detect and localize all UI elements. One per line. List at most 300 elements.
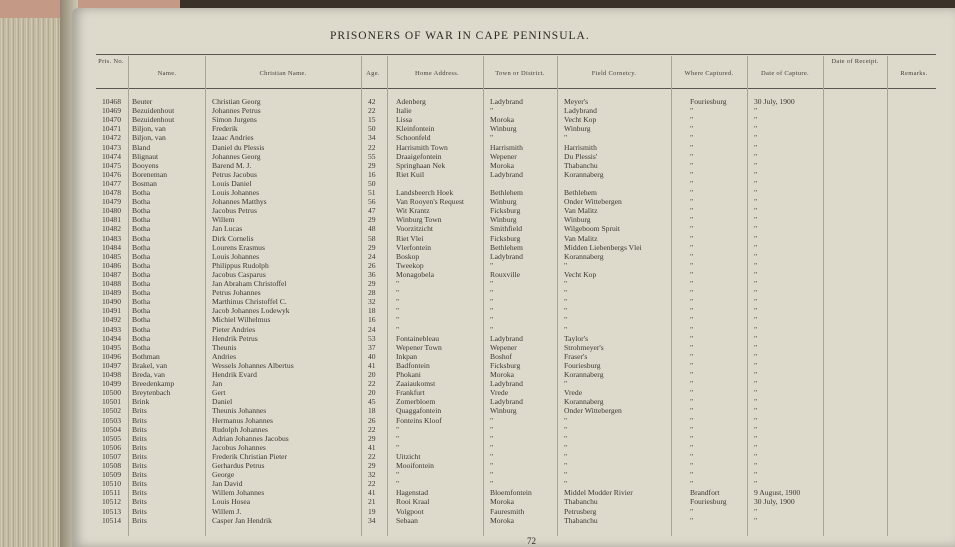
cell-home-address: " — [396, 433, 400, 443]
table-row — [0, 297, 955, 306]
cell-field-cornetcy: Wilgeboom Spruit — [564, 224, 621, 234]
cell-age: 26 — [368, 260, 376, 270]
cell-town-district: " — [490, 260, 494, 270]
cell-name: Botha — [132, 269, 151, 279]
cell-home-address: Fontainebleau — [396, 333, 440, 343]
cell-prisoner-no: 10474 — [102, 151, 121, 161]
cell-date-capture: 30 July, 1900 — [754, 97, 795, 106]
cell-town-district: Winburg — [490, 406, 517, 416]
cell-age: 29 — [368, 160, 376, 170]
cell-name: Brits — [132, 461, 147, 470]
cell-where-captured: " — [690, 142, 694, 152]
table-row — [0, 224, 955, 233]
cell-town-district: " — [490, 306, 494, 316]
cell-where-captured: " — [690, 306, 694, 316]
cell-field-cornetcy: " — [564, 288, 568, 298]
cell-date-capture: " — [754, 470, 758, 480]
cell-field-cornetcy: " — [564, 451, 568, 461]
cell-where-captured: " — [690, 251, 694, 261]
table-row — [0, 197, 955, 206]
cell-name: Botha — [132, 224, 151, 234]
cell-prisoner-no: 10508 — [102, 461, 121, 470]
cell-christian-name: Daniel — [212, 397, 233, 407]
cell-town-district: Ficksburg — [490, 206, 521, 216]
cell-christian-name: Louis Johannes — [212, 251, 260, 261]
table-row — [0, 516, 955, 525]
cell-age: 32 — [368, 470, 376, 480]
cell-date-capture: " — [754, 251, 758, 261]
cell-name: Brakel, van — [132, 360, 168, 370]
cell-christian-name: Rudolph Johannes — [212, 424, 268, 434]
cell-age: 41 — [368, 442, 376, 452]
cell-christian-name: Hendrik Petrus — [212, 333, 258, 343]
cell-date-capture: " — [754, 360, 758, 370]
cell-field-cornetcy: Korannaberg — [564, 251, 604, 261]
cell-town-district: Ladybrand — [490, 379, 523, 389]
cell-field-cornetcy: Bethlehem — [564, 188, 597, 197]
cell-age: 22 — [368, 142, 376, 152]
cell-home-address: Vlerfontein — [396, 242, 432, 252]
cell-date-capture: " — [754, 515, 758, 525]
cell-field-cornetcy: Vecht Kop — [564, 269, 597, 279]
cell-prisoner-no: 10476 — [102, 169, 121, 179]
cell-field-cornetcy: Korannaberg — [564, 169, 604, 179]
cell-christian-name: Michiel Wilhelmus — [212, 315, 271, 325]
cell-field-cornetcy: " — [564, 415, 568, 425]
cell-name: Bland — [132, 142, 151, 152]
cell-field-cornetcy: Vecht Kop — [564, 115, 597, 125]
table-row — [0, 452, 955, 461]
cell-date-capture: " — [754, 233, 758, 243]
cell-home-address: Van Rooyen's Request — [396, 197, 465, 207]
table-row — [0, 379, 955, 388]
cell-name: Brits — [132, 424, 147, 434]
table-row — [0, 306, 955, 315]
cell-name: Brits — [132, 488, 147, 498]
cell-where-captured: " — [690, 269, 694, 279]
cell-prisoner-no: 10488 — [102, 279, 121, 288]
cell-where-captured: Fouriesburg — [690, 497, 727, 507]
cell-town-district: Moroka — [490, 370, 515, 379]
cell-field-cornetcy: Strohmeyer's — [564, 342, 604, 352]
table-row — [0, 261, 955, 270]
cell-prisoner-no: 10498 — [102, 370, 121, 379]
cell-age: 29 — [368, 461, 376, 470]
cell-where-captured: " — [690, 133, 694, 143]
cell-town-district: " — [490, 424, 494, 434]
cell-date-capture: " — [754, 269, 758, 279]
cell-prisoner-no: 10481 — [102, 215, 121, 225]
cell-prisoner-no: 10483 — [102, 233, 121, 243]
cell-prisoner-no: 10470 — [102, 115, 121, 125]
cell-date-capture: " — [754, 279, 758, 288]
cell-field-cornetcy: " — [564, 297, 568, 307]
cell-date-capture: " — [754, 106, 758, 116]
cell-date-capture: " — [754, 151, 758, 161]
cell-prisoner-no: 10471 — [102, 124, 121, 134]
cell-where-captured: " — [690, 178, 694, 188]
cell-field-cornetcy: " — [564, 279, 568, 288]
cell-where-captured: " — [690, 442, 694, 452]
table-row — [0, 425, 955, 434]
cell-name: Brits — [132, 515, 147, 525]
cell-prisoner-no: 10473 — [102, 142, 121, 152]
cell-name: Botha — [132, 188, 151, 197]
cell-home-address: " — [396, 479, 400, 489]
cell-christian-name: Willem J. — [212, 506, 242, 516]
cell-name: Brits — [132, 442, 147, 452]
cell-date-capture: " — [754, 424, 758, 434]
cell-town-district: Wepener — [490, 342, 517, 352]
cell-field-cornetcy: " — [564, 133, 568, 143]
cell-christian-name: Hendrik Evard — [212, 370, 257, 379]
cell-town-district: " — [490, 433, 494, 443]
cell-home-address: Riet Kuil — [396, 169, 425, 179]
cell-town-district: Winburg — [490, 124, 517, 134]
cell-age: 36 — [368, 269, 376, 279]
cell-town-district: " — [490, 106, 494, 116]
cell-age: 45 — [368, 397, 376, 407]
cell-field-cornetcy: " — [564, 260, 568, 270]
page-title: PRISONERS OF WAR IN CAPE PENINSULA. — [330, 30, 590, 42]
cell-prisoner-no: 10513 — [102, 506, 121, 516]
cell-prisoner-no: 10482 — [102, 224, 121, 234]
cell-christian-name: Jan — [212, 379, 223, 389]
cell-field-cornetcy: " — [564, 470, 568, 480]
cell-date-capture: 9 August, 1900 — [754, 488, 801, 498]
cell-date-capture: " — [754, 461, 758, 470]
cell-where-captured: " — [690, 188, 694, 197]
cell-home-address: " — [396, 288, 400, 298]
cell-prisoner-no: 10499 — [102, 379, 121, 389]
cell-home-address: Riet Vlei — [396, 233, 424, 243]
table-row — [0, 170, 955, 179]
cell-name: Brits — [132, 406, 147, 416]
cell-prisoner-no: 10497 — [102, 360, 121, 370]
cell-date-capture: " — [754, 169, 758, 179]
cell-where-captured: " — [690, 370, 694, 379]
cell-date-capture: " — [754, 288, 758, 298]
cell-field-cornetcy: Fraser's — [564, 351, 588, 361]
cell-where-captured: " — [690, 515, 694, 525]
cell-name: Biljon, van — [132, 133, 166, 143]
cell-christian-name: Louis Hosea — [212, 497, 251, 507]
cell-prisoner-no: 10486 — [102, 260, 121, 270]
cell-town-district: Fauresmith — [490, 506, 525, 516]
cell-field-cornetcy: Van Malitz — [564, 206, 598, 216]
cell-town-district: " — [490, 415, 494, 425]
cell-date-capture: " — [754, 178, 758, 188]
cell-name: Botha — [132, 333, 151, 343]
cell-town-district: Winburg — [490, 197, 517, 207]
cell-date-capture: " — [754, 142, 758, 152]
cell-date-capture: " — [754, 115, 758, 125]
cell-town-district: Ladybrand — [490, 397, 523, 407]
cell-where-captured: " — [690, 197, 694, 207]
cell-field-cornetcy: " — [564, 315, 568, 325]
cell-age: 50 — [368, 124, 376, 134]
table-row — [0, 179, 955, 188]
cell-age: 24 — [368, 324, 376, 334]
cell-christian-name: Jan Abraham Christoffel — [212, 279, 287, 288]
cell-age: 24 — [368, 251, 376, 261]
cell-where-captured: " — [690, 124, 694, 134]
cell-home-address: Italie — [396, 106, 412, 116]
cell-christian-name: Jan Lucas — [212, 224, 243, 234]
cell-age: 42 — [368, 97, 376, 106]
cell-prisoner-no: 10484 — [102, 242, 121, 252]
cell-town-district: Smithfield — [490, 224, 523, 234]
cell-where-captured: " — [690, 315, 694, 325]
cell-age: 16 — [368, 315, 376, 325]
cell-christian-name: Petrus Jacobus — [212, 169, 257, 179]
cell-prisoner-no: 10490 — [102, 297, 121, 307]
cell-home-address: Wepener Town — [396, 342, 442, 352]
cell-christian-name: Barend M. J. — [212, 160, 252, 170]
header-remarks: Remarks. — [900, 70, 928, 77]
table-row — [0, 206, 955, 215]
cell-town-district: " — [490, 324, 494, 334]
cell-christian-name: Theunis — [212, 342, 237, 352]
cell-town-district: Bethlehem — [490, 188, 523, 197]
cell-age: 21 — [368, 497, 376, 507]
cell-christian-name: Lourens Erasmus — [212, 242, 265, 252]
cell-where-captured: " — [690, 342, 694, 352]
cell-name: Brits — [132, 451, 147, 461]
cell-prisoner-no: 10504 — [102, 424, 121, 434]
cell-home-address: Hagenstad — [396, 488, 429, 498]
cell-where-captured: " — [690, 106, 694, 116]
cell-age: 53 — [368, 333, 376, 343]
cell-age: 18 — [368, 306, 376, 316]
cell-age: 47 — [368, 206, 376, 216]
cell-field-cornetcy: " — [564, 479, 568, 489]
cell-name: Brits — [132, 433, 147, 443]
header-home-address: Home Address. — [415, 70, 459, 77]
cell-prisoner-no: 10505 — [102, 433, 121, 443]
cell-age: 22 — [368, 451, 376, 461]
cell-age: 55 — [368, 151, 376, 161]
cell-name: Breytenbach — [132, 388, 171, 398]
cell-prisoner-no: 10502 — [102, 406, 121, 416]
cell-where-captured: " — [690, 333, 694, 343]
cell-town-district: " — [490, 442, 494, 452]
cell-name: Breda, van — [132, 370, 165, 379]
cell-age: 34 — [368, 515, 376, 525]
cell-town-district: Bloemfontein — [490, 488, 532, 498]
cell-name: Botha — [132, 279, 151, 288]
cell-home-address: Frankfurt — [396, 388, 425, 398]
cell-prisoner-no: 10472 — [102, 133, 121, 143]
cell-where-captured: " — [690, 451, 694, 461]
cell-age: 15 — [368, 115, 376, 125]
cell-home-address: Inkpan — [396, 351, 418, 361]
cell-home-address: Quaggafontein — [396, 406, 442, 416]
cell-field-cornetcy: " — [564, 424, 568, 434]
cell-home-address: Winburg Town — [396, 215, 442, 225]
cell-date-capture: " — [754, 260, 758, 270]
cell-prisoner-no: 10491 — [102, 306, 121, 316]
cell-age: 58 — [368, 233, 376, 243]
cell-name: Botha — [132, 206, 151, 216]
cell-date-capture: " — [754, 451, 758, 461]
table-row — [0, 507, 955, 516]
cell-where-captured: " — [690, 233, 694, 243]
cell-date-capture: " — [754, 306, 758, 316]
table-row — [0, 288, 955, 297]
cell-town-district: Boshof — [490, 351, 512, 361]
cell-name: Bezuidenhout — [132, 115, 175, 125]
cell-where-captured: " — [690, 260, 694, 270]
cell-name: Beuter — [132, 97, 153, 106]
cell-age: 22 — [368, 479, 376, 489]
cell-field-cornetcy: Taylor's — [564, 333, 589, 343]
table-row — [0, 315, 955, 324]
table-row — [0, 497, 955, 506]
cell-date-capture: " — [754, 397, 758, 407]
cell-name: Botha — [132, 251, 151, 261]
cell-date-capture: " — [754, 379, 758, 389]
cell-prisoner-no: 10493 — [102, 324, 121, 334]
cell-town-district: Rouxville — [490, 269, 520, 279]
cell-name: Botha — [132, 197, 151, 207]
cell-home-address: Voorzitzicht — [396, 224, 433, 234]
cell-prisoner-no: 10510 — [102, 479, 121, 489]
cell-where-captured: " — [690, 388, 694, 398]
cell-prisoner-no: 10494 — [102, 333, 121, 343]
cell-age: 22 — [368, 379, 376, 389]
cell-prisoner-no: 10478 — [102, 188, 121, 197]
cell-prisoner-no: 10512 — [102, 497, 121, 507]
cell-prisoner-no: 10496 — [102, 351, 121, 361]
cell-age: 26 — [368, 415, 376, 425]
cell-christian-name: Daniel du Plessis — [212, 142, 265, 152]
cell-home-address: " — [396, 424, 400, 434]
cell-date-capture: " — [754, 224, 758, 234]
cell-prisoner-no: 10487 — [102, 269, 121, 279]
cell-field-cornetcy: Petrusberg — [564, 506, 597, 516]
cell-prisoner-no: 10489 — [102, 288, 121, 298]
cell-field-cornetcy: Middel Modder Rivier — [564, 488, 633, 498]
cell-town-district: Ladybrand — [490, 251, 523, 261]
cell-home-address: Volgpoot — [396, 506, 424, 516]
cell-age: 51 — [368, 188, 376, 197]
cell-christian-name: Pieter Andries — [212, 324, 256, 334]
cell-home-address: Schoonfeld — [396, 133, 431, 143]
cell-date-capture: " — [754, 333, 758, 343]
cell-christian-name: Wessels Johannes Albertus — [212, 360, 294, 370]
cell-name: Botha — [132, 233, 151, 243]
cell-where-captured: " — [690, 351, 694, 361]
header-age: Age. — [366, 70, 380, 77]
cell-name: Boreneman — [132, 169, 168, 179]
cell-date-capture: " — [754, 351, 758, 361]
table-row — [0, 352, 955, 361]
cell-date-capture: " — [754, 188, 758, 197]
cell-age: 20 — [368, 388, 376, 398]
cell-prisoner-no: 10507 — [102, 451, 121, 461]
cell-date-capture: 30 July, 1900 — [754, 497, 795, 507]
cell-prisoner-no: 10500 — [102, 388, 121, 398]
cell-name: Biljon, van — [132, 124, 166, 134]
cell-christian-name: Dirk Cornelis — [212, 233, 254, 243]
cell-where-captured: " — [690, 215, 694, 225]
header-christian-name: Christian Name. — [259, 70, 307, 77]
cell-field-cornetcy: " — [564, 379, 568, 389]
cell-age: 20 — [368, 370, 376, 379]
cell-home-address: Badfontein — [396, 360, 430, 370]
cell-name: Brits — [132, 497, 147, 507]
cell-christian-name: Marthinus Christoffel C. — [212, 297, 287, 307]
cell-field-cornetcy: Korannaberg — [564, 397, 604, 407]
table-row — [0, 124, 955, 133]
cell-home-address: Lissa — [396, 115, 413, 125]
cell-age: 28 — [368, 288, 376, 298]
cell-date-capture: " — [754, 197, 758, 207]
cell-christian-name: Jan David — [212, 479, 243, 489]
header-rule-top — [96, 54, 936, 55]
cell-age: 29 — [368, 242, 376, 252]
cell-home-address: Rooi Kraal — [396, 497, 430, 507]
cell-date-capture: " — [754, 479, 758, 489]
cell-field-cornetcy: Thabanchu — [564, 515, 598, 525]
cell-field-cornetcy: Fouriesburg — [564, 360, 601, 370]
cell-christian-name: Jacob Johannes Lodewyk — [212, 306, 290, 316]
cell-prisoner-no: 10495 — [102, 342, 121, 352]
cell-where-captured: " — [690, 415, 694, 425]
cell-field-cornetcy: Meyer's — [564, 97, 589, 106]
cell-town-district: Winburg — [490, 215, 517, 225]
cell-field-cornetcy: Winburg — [564, 124, 591, 134]
cell-name: Botha — [132, 324, 151, 334]
cell-home-address: " — [396, 306, 400, 316]
cell-christian-name: Jacobus Casparus — [212, 269, 266, 279]
cell-name: Brink — [132, 397, 150, 407]
cell-christian-name: Jacobus Petrus — [212, 206, 257, 216]
cell-town-district: " — [490, 461, 494, 470]
cell-date-capture: " — [754, 370, 758, 379]
cell-home-address: Wit Krantz — [396, 206, 430, 216]
cell-age: 37 — [368, 342, 376, 352]
cell-where-captured: " — [690, 506, 694, 516]
cell-field-cornetcy: " — [564, 433, 568, 443]
cell-date-capture: " — [754, 415, 758, 425]
cell-prisoner-no: 10506 — [102, 442, 121, 452]
table-row — [0, 279, 955, 288]
cell-date-capture: " — [754, 433, 758, 443]
cell-town-district: Vrede — [490, 388, 509, 398]
table-row — [0, 234, 955, 243]
cell-age: 16 — [368, 169, 376, 179]
cell-name: Botha — [132, 215, 151, 225]
cell-home-address: " — [396, 279, 400, 288]
cell-home-address: Springhaan Nek — [396, 160, 446, 170]
cell-age: 32 — [368, 297, 376, 307]
cell-home-address: Draaigefontein — [396, 151, 442, 161]
cell-field-cornetcy: " — [564, 324, 568, 334]
cell-date-capture: " — [754, 324, 758, 334]
cell-where-captured: " — [690, 461, 694, 470]
cell-name: Botha — [132, 288, 151, 298]
table-row — [0, 434, 955, 443]
table-row — [0, 361, 955, 370]
cell-field-cornetcy: Ladybrand — [564, 106, 597, 116]
cell-where-captured: " — [690, 115, 694, 125]
cell-date-capture: " — [754, 342, 758, 352]
cell-christian-name: Andries — [212, 351, 237, 361]
cell-name: Blignaut — [132, 151, 159, 161]
cell-christian-name: Jacobus Johannes — [212, 442, 266, 452]
